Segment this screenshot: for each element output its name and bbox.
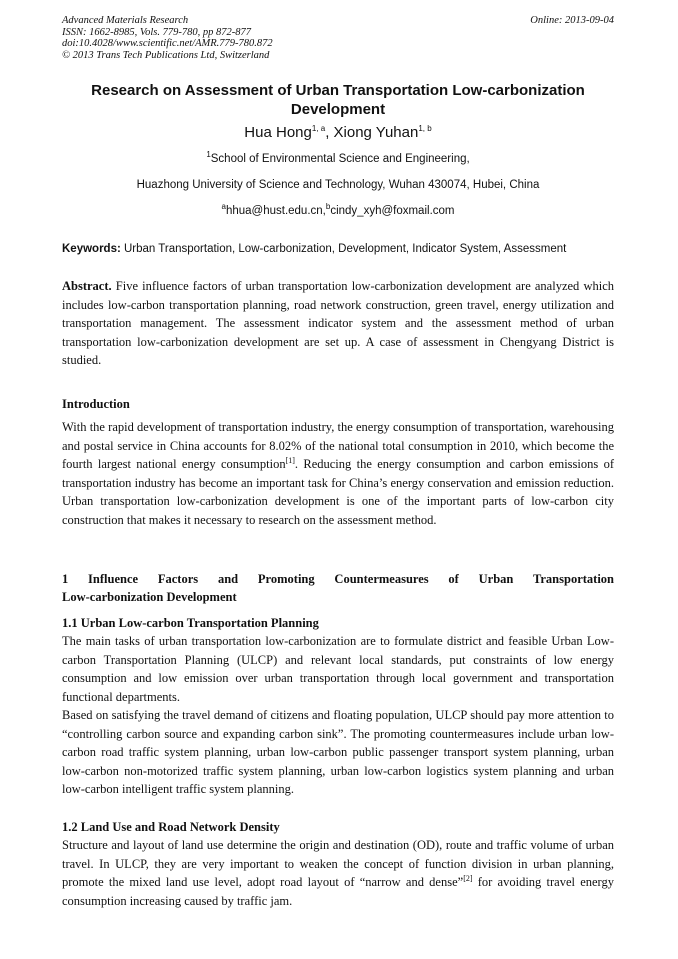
author-2-affiliation-mark: 1, b — [418, 124, 432, 133]
introduction-text-2: . Reducing the energy consumption and carbon emissions of transportation industry has become an important task for China’s energy conservation and emission reduction. Urban transportation low-carbonization development is one of the important parts of low-carbon city construction that makes it necessary to research on the assessment method. — [62, 457, 614, 527]
introduction-heading: Introduction — [62, 397, 130, 411]
section-1-2-paragraph — [62, 836, 614, 910]
author-separator: , — [325, 124, 334, 141]
keywords-text: Urban Transportation, Low-carbonization, Development, Indicator System, Assessment — [120, 243, 567, 255]
email-line — [62, 204, 614, 218]
introduction-paragraph — [62, 418, 614, 529]
email-mark-a: a — [221, 202, 226, 212]
affiliation-line-1 — [62, 152, 614, 166]
author-2-name: Xiong Yuhan — [333, 124, 419, 141]
paper-title: Research on Assessment of Urban Transportation Low-carbonization Development — [91, 82, 585, 118]
journal-header — [62, 15, 614, 61]
section-1-2-text-2: for avoiding travel energy consumption increasing caused by traffic jam. — [62, 875, 614, 908]
email-mark-b: b — [325, 202, 331, 212]
abstract — [62, 277, 614, 370]
affiliation-mark: 1 — [206, 150, 211, 160]
affiliation-school: School of Environmental Science and Engineering, — [210, 153, 470, 165]
journal-name: Advanced Materials Research — [62, 15, 189, 26]
affiliation-line-2: Huazhong University of Science and Technology, Wuhan 430074, Hubei, China — [136, 179, 540, 191]
section-1-1-paragraph-2: Based on satisfying the travel demand of citizens and floating population, ULCP should pay more attention to “controlling carbon source and expanding carbon sink”. The promoting countermeasures include urban low-carbon road traffic system planning, urban low-carbon public passenger transport system planning, urban low-carbon non-motorized traffic system planning, urban low-carbon logistics system planning and urban low-carbon intelligent traffic system planning. — [62, 708, 614, 796]
citation-1: [1] — [285, 455, 295, 465]
section-1-heading-line-1: 1 Influence Factors and Promoting Countermeasures of Urban Transportation — [62, 572, 614, 586]
abstract-label: Abstract. — [62, 279, 112, 293]
issn-line: ISSN: 1662-8985, Vols. 779-780, pp 872-877 — [62, 26, 251, 38]
section-1-1-heading: 1.1 Urban Low-carbon Transportation Planning — [62, 616, 319, 630]
citation-2: [2] — [463, 873, 473, 883]
section-1-2-text-1: Structure and layout of land use determine the origin and destination (OD), route and traffic volume of urban travel. In ULCP, they are very important to weaken the concept of function division in urban planning, promote the mixed land use level, adopt road layout of “narrow and dense” — [62, 838, 614, 889]
section-1-1-paragraph-1: The main tasks of urban transportation low-carbonization are to formulate district and feasible Urban Low-carbon Transportation Planning (ULCP) and relevant local standards, put constraints of low energy consumption and low emission over urban transportation through local government and transportation functional departments. — [62, 634, 614, 704]
doi-line: doi:10.4028/www.scientific.net/AMR.779-780.872 — [62, 38, 273, 49]
introduction-text-1: With the rapid development of transportation industry, the energy consumption of transportation, warehousing and postal service in China accounts for 8.02% of the national total consumption in 2010, which become the fourth largest national energy consumption — [62, 420, 614, 471]
author-1-name: Hua Hong — [244, 124, 312, 141]
online-date: Online: 2013-09-04 — [530, 15, 614, 26]
keywords — [62, 242, 622, 256]
abstract-text: Five influence factors of urban transportation low-carbonization development are analyzed which includes low-carbon transportation planning, road network construction, green travel, energy utilization and transportation management. The assessment indicator system and the assessment method of urban transportation low-carbonization development are set up. A case of assessment in Chengyang District is studied. — [62, 279, 614, 367]
section-1-heading-line-2: Low-carbonization Development — [62, 590, 237, 604]
keywords-label: Keywords: — [62, 243, 121, 255]
author-line — [62, 123, 614, 142]
email-a: hhua@hust.edu.cn, — [225, 205, 326, 217]
copyright-line: © 2013 Trans Tech Publications Ltd, Switzerland — [62, 49, 270, 61]
email-b: cindy_xyh@foxmail.com — [330, 205, 455, 217]
author-1-affiliation-mark: 1, a — [311, 124, 326, 133]
section-1-2-heading: 1.2 Land Use and Road Network Density — [62, 820, 280, 834]
